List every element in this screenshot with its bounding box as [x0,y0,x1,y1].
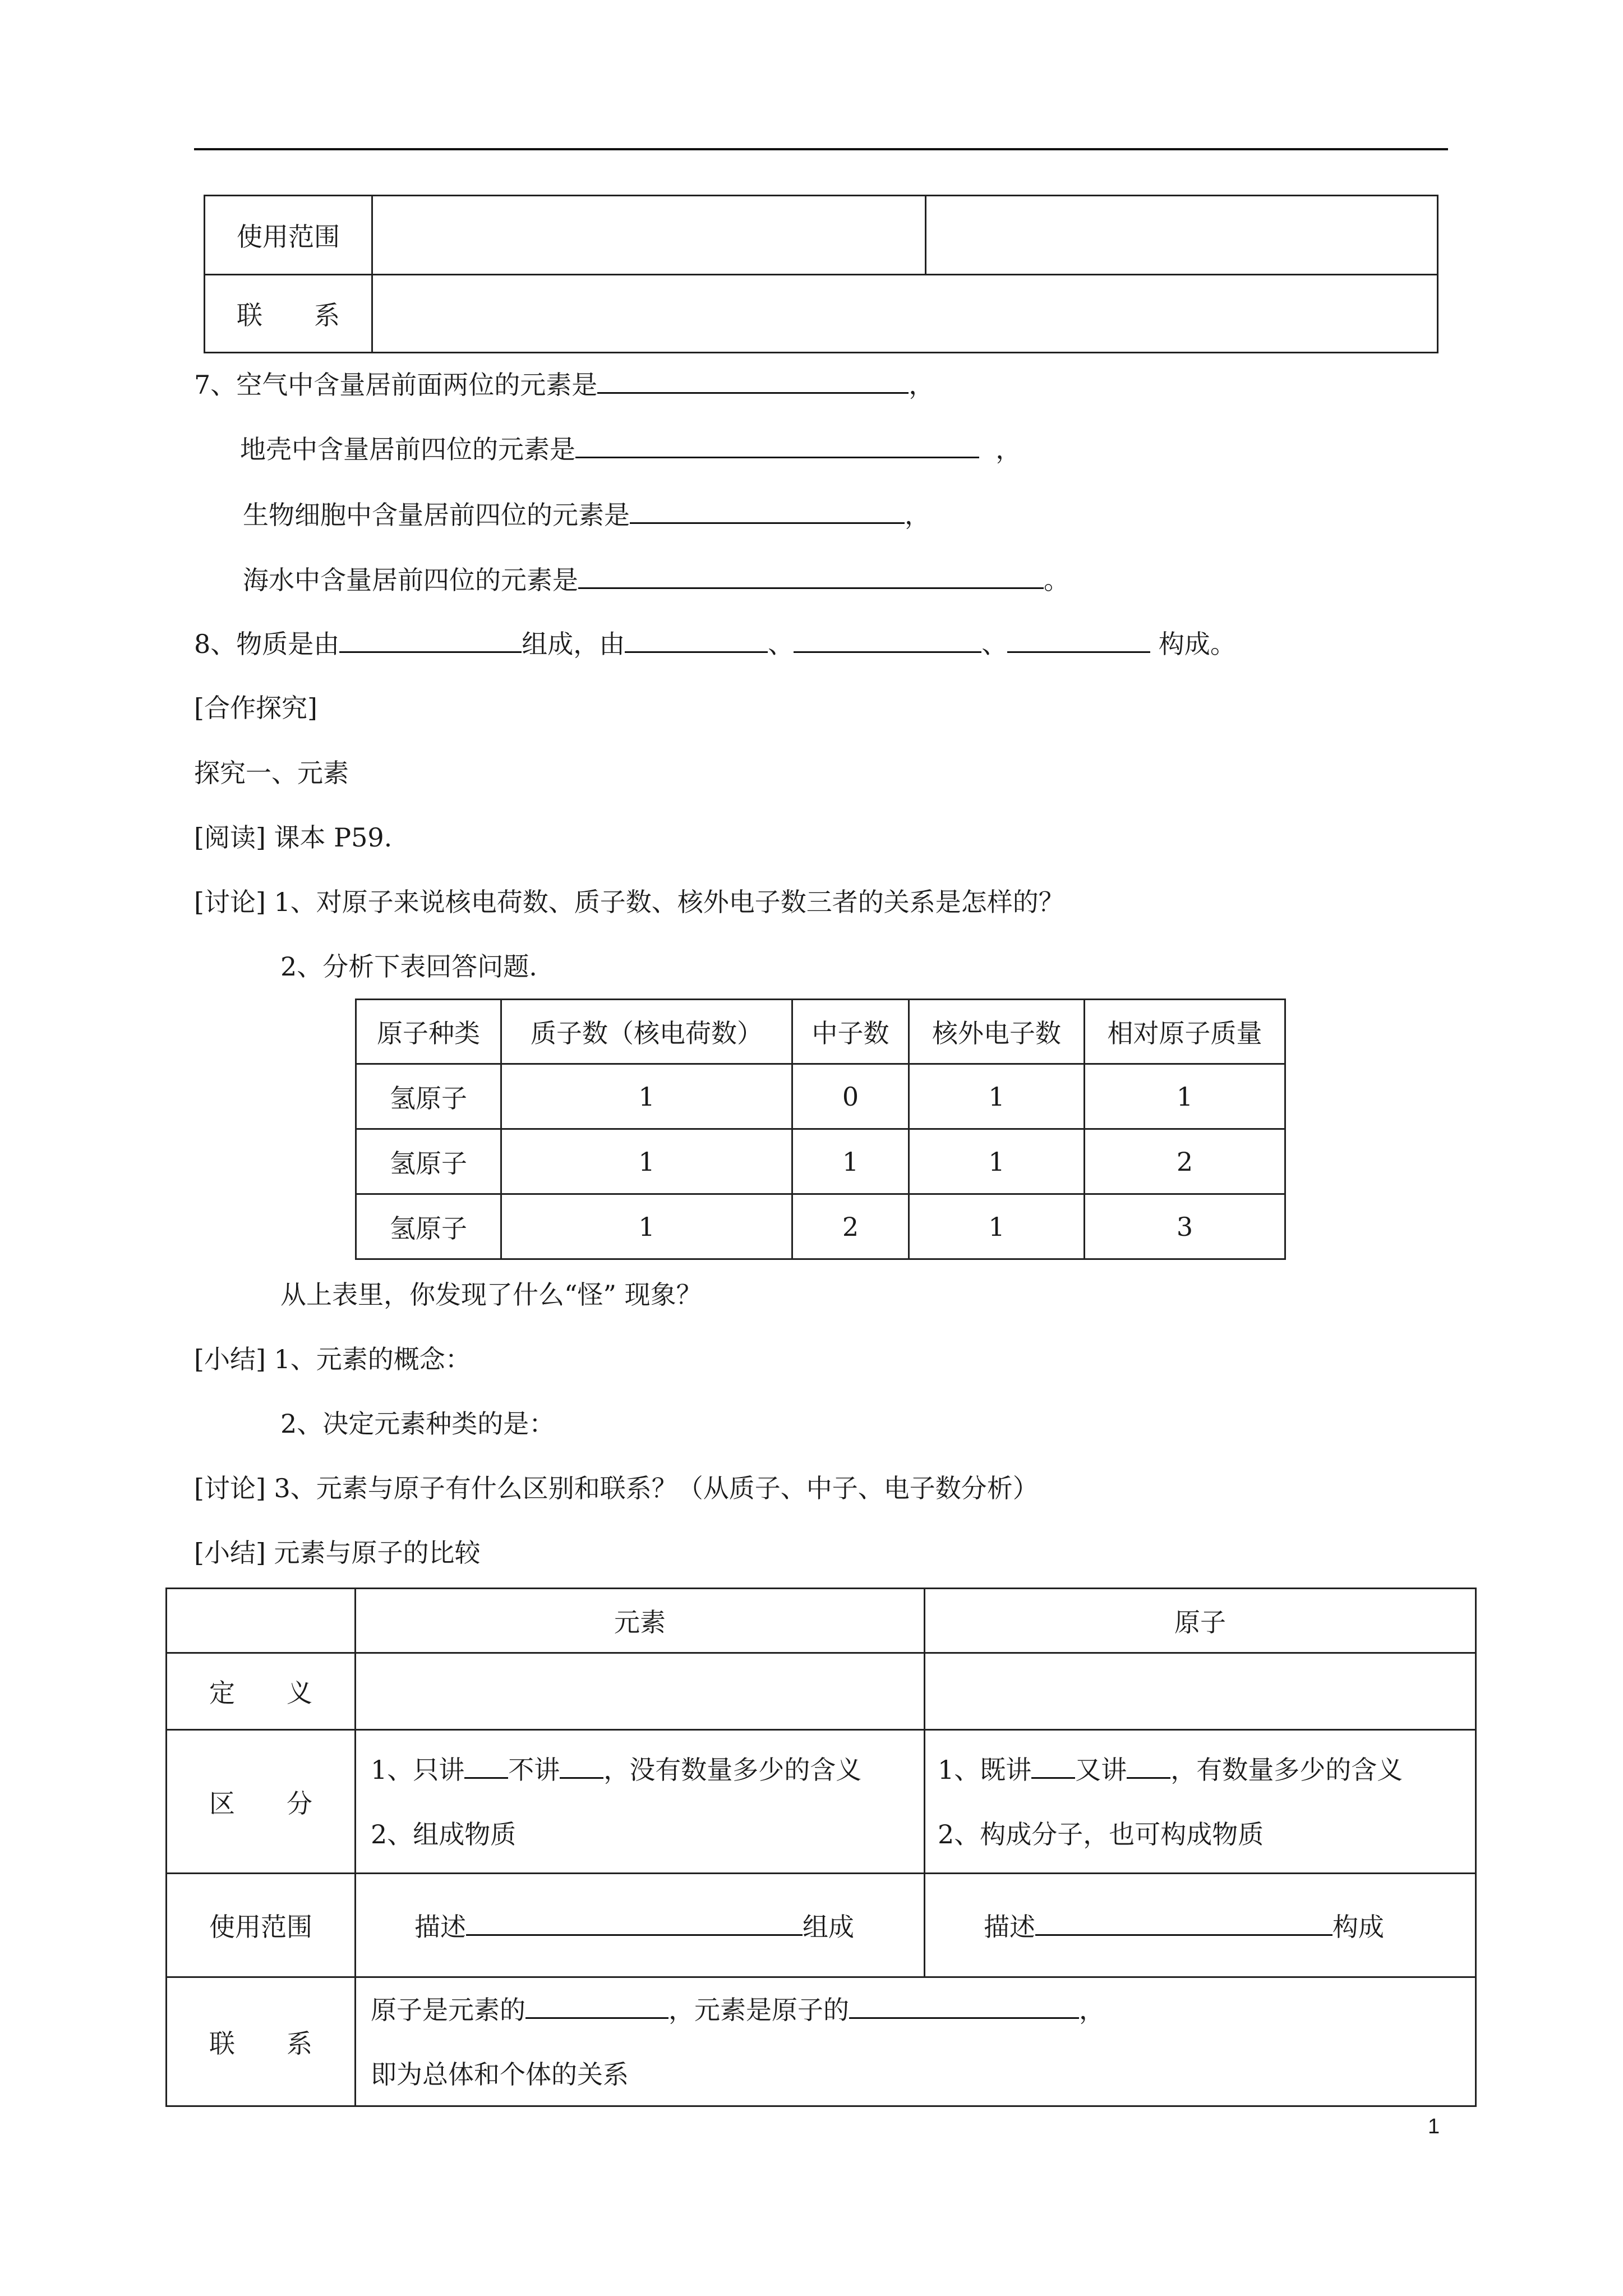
top-table-cell [372,196,926,275]
atom-table-cell: 1 [792,1129,909,1194]
section-read: [阅读] 课本 P59. [194,822,393,853]
compare-diff-element: 1、只讲 不讲 ，没有数量多少的含义 2、组成物质 [356,1730,925,1874]
q7-line4: 海水中含量居前四位的元素是 。 [243,563,1069,596]
compare-scope-atom: 描述 构成 [925,1874,1476,1977]
compare-col-element: 元素 [356,1589,925,1653]
q7-line1: 7、空气中含量居前面两位的元素是 ， [194,367,934,401]
compare-table-corner [167,1589,356,1653]
compare-diff-label: 区 分 [167,1730,356,1874]
page-number: 1 [1428,2115,1440,2138]
atom-table-header: 质子数（核电荷数） [501,1000,792,1064]
atom-table-header: 核外电子数 [909,1000,1085,1064]
compare-diff-atom: 1、既讲 又讲 ，有数量多少的含义 2、构成分子，也可构成物质 [925,1730,1476,1874]
compare-link-label: 联 系 [167,1977,356,2106]
atom-table-cell: 2 [1085,1129,1285,1194]
compare-table [165,1588,1477,2107]
top-table [204,195,1438,353]
atom-table-cell: 1 [501,1194,792,1259]
top-table-scope-label: 使用范围 [205,196,372,275]
compare-def-label: 定 义 [167,1653,356,1730]
section-coop: [合作探究] [194,693,317,723]
compare-col-atom: 原子 [925,1589,1476,1653]
compare-scope-label: 使用范围 [167,1874,356,1977]
compare-def-atom [925,1653,1476,1730]
atom-table-cell: 氢原子 [356,1064,501,1129]
atom-table-cell: 0 [792,1064,909,1129]
atom-table-cell: 2 [792,1194,909,1259]
atom-table-header: 中子数 [792,1000,909,1064]
table-row [356,1194,1285,1259]
section-discuss2: 2、分析下表回答问题. [280,951,537,982]
atom-table-cell: 1 [501,1129,792,1194]
atom-table-cell: 1 [501,1064,792,1129]
section-summary3: [小结] 元素与原子的比较 [194,1538,481,1568]
header-rule [194,148,1448,150]
section-explore1: 探究一、元素 [194,758,349,788]
section-discuss1: [讨论] 1、对原子来说核电荷数、质子数、核外电子数三者的关系是怎样的？ [194,887,1064,917]
top-table-cell [926,196,1438,275]
atom-table-cell: 1 [909,1064,1085,1129]
table-row [356,1064,1285,1129]
top-table-cell [372,275,1438,353]
atom-table-cell: 氢原子 [356,1129,501,1194]
table-row [356,1129,1285,1194]
q7-line3: 生物细胞中含量居前四位的元素是 ， [243,498,930,531]
compare-scope-element: 描述 组成 [356,1874,925,1977]
q8-line: 8、物质是由 组成，由 、 、 构成。 [194,627,1236,660]
section-summary2: 2、决定元素种类的是： [280,1409,555,1439]
atom-table-header: 原子种类 [356,1000,501,1064]
atom-table-cell: 1 [1085,1064,1285,1129]
section-summary1: [小结] 1、元素的概念： [194,1344,471,1374]
atom-table [355,999,1286,1260]
atom-table-header: 相对原子质量 [1085,1000,1285,1064]
atom-table-cell: 1 [909,1129,1085,1194]
compare-link-content: 原子是元素的 ，元素是原子的 ， 即为总体和个体的关系 [356,1977,1476,2106]
section-question: 从上表里，你发现了什么“怪” 现象？ [280,1280,702,1310]
atom-table-cell: 1 [909,1194,1085,1259]
q7-line2: 地壳中含量居前四位的元素是 ， [240,432,1021,466]
compare-def-element [356,1653,925,1730]
atom-table-cell: 3 [1085,1194,1285,1259]
top-table-link-label: 联 系 [205,275,372,353]
section-discuss3: [讨论] 3、元素与原子有什么区别和联系？（从质子、中子、电子数分析） [194,1473,1039,1503]
atom-table-cell: 氢原子 [356,1194,501,1259]
